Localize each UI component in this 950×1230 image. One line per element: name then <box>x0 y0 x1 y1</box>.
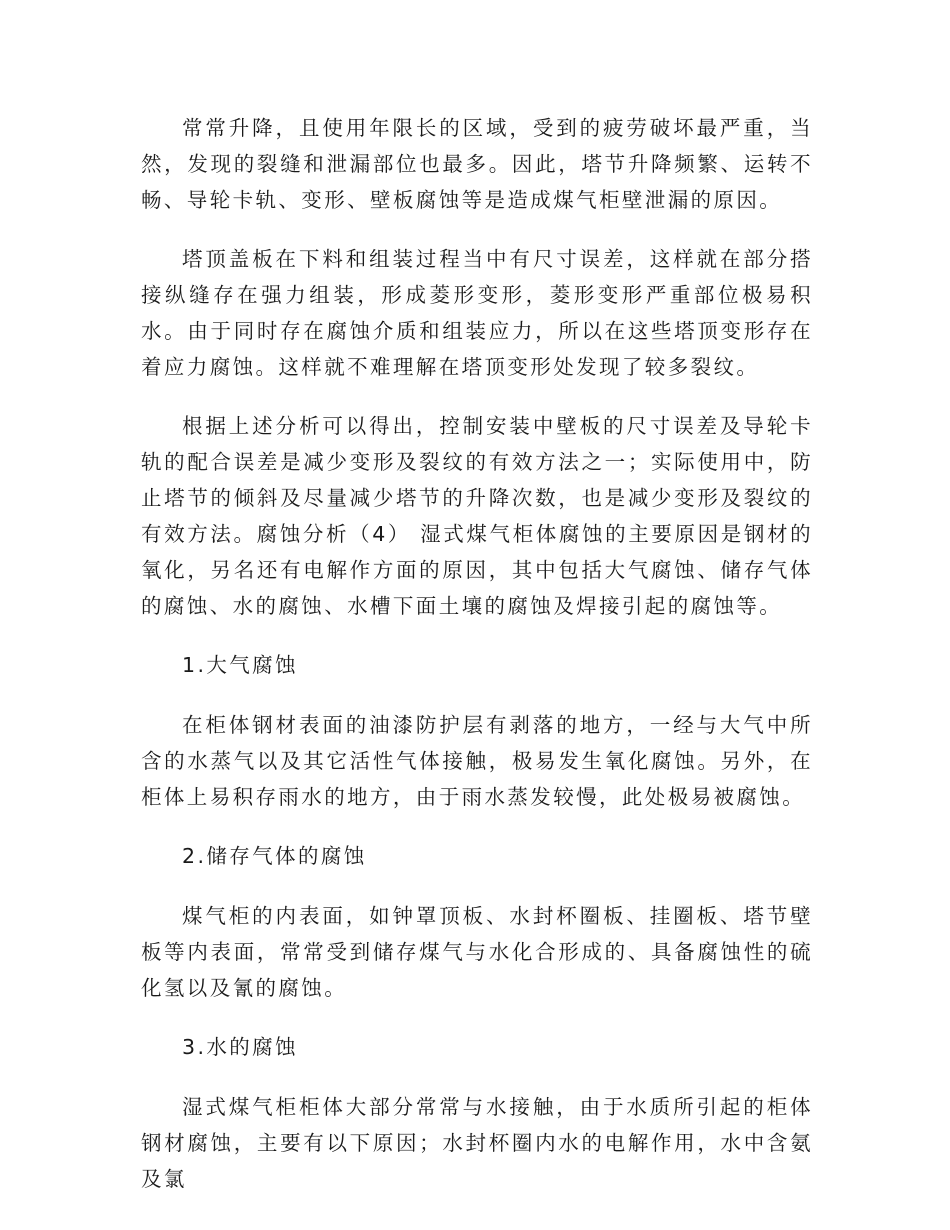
section-heading-water-corrosion: 3.水的腐蚀 <box>182 1035 298 1059</box>
paragraph-atmospheric-corrosion: 在柜体钢材表面的油漆防护层有剥落的地方，一经与大气中所含的水蒸气以及其它活性气体接触，极易发生氧化腐蚀。另外，在柜体上易积存雨水的地方，由于雨水蒸发较慢，此处极易被腐蚀。 <box>141 713 813 809</box>
document-body <box>141 110 813 1220</box>
paragraph-water-corrosion: 湿式煤气柜柜体大部分常常与水接触，由于水质所引起的柜体钢材腐蚀，主要有以下原因；水封杯圈内水的电解作用，水中含氨及氯 <box>141 1095 813 1191</box>
section-heading-atmospheric-corrosion: 1.大气腐蚀 <box>182 653 298 677</box>
paragraph-roof-deformation: 塔顶盖板在下料和组装过程当中有尺寸误差，这样就在部分搭接纵缝存在强力组装，形成菱形变形，菱形变形严重部位极易积水。由于同时存在腐蚀介质和组装应力，所以在这些塔顶变形存在着应力腐蚀。这样就不难理解在塔顶变形处发现了较多裂纹。 <box>141 247 813 379</box>
paragraph-corrosion-analysis: 根据上述分析可以得出，控制安装中壁板的尺寸误差及导轮卡轨的配合误差是减少变形及裂纹的有效方法之一；实际使用中，防止塔节的倾斜及尽量减少塔节的升降次数，也是减少变形及裂纹的有效方法。腐蚀分析（4） 湿式煤气柜体腐蚀的主要原因是钢材的氧化，另名还有电解作方面的原因，其中包括大气腐蚀、储存气体的腐蚀、水的腐蚀、水槽下面土壤的腐蚀及焊接引起的腐蚀等。 <box>141 414 813 618</box>
section-heading-stored-gas-corrosion: 2.储存气体的腐蚀 <box>182 844 367 868</box>
paragraph-leak-causes: 常常升降，且使用年限长的区域，受到的疲劳破坏最严重，当然，发现的裂缝和泄漏部位也最多。因此，塔节升降频繁、运转不畅、导轮卡轨、变形、壁板腐蚀等是造成煤气柜壁泄漏的原因。 <box>141 116 813 212</box>
paragraph-stored-gas-corrosion: 煤气柜的内表面，如钟罩顶板、水封杯圈板、挂圈板、塔节壁板等内表面，常常受到储存煤气与水化合形成的、具备腐蚀性的硫化氢以及氰的腐蚀。 <box>141 904 813 1000</box>
